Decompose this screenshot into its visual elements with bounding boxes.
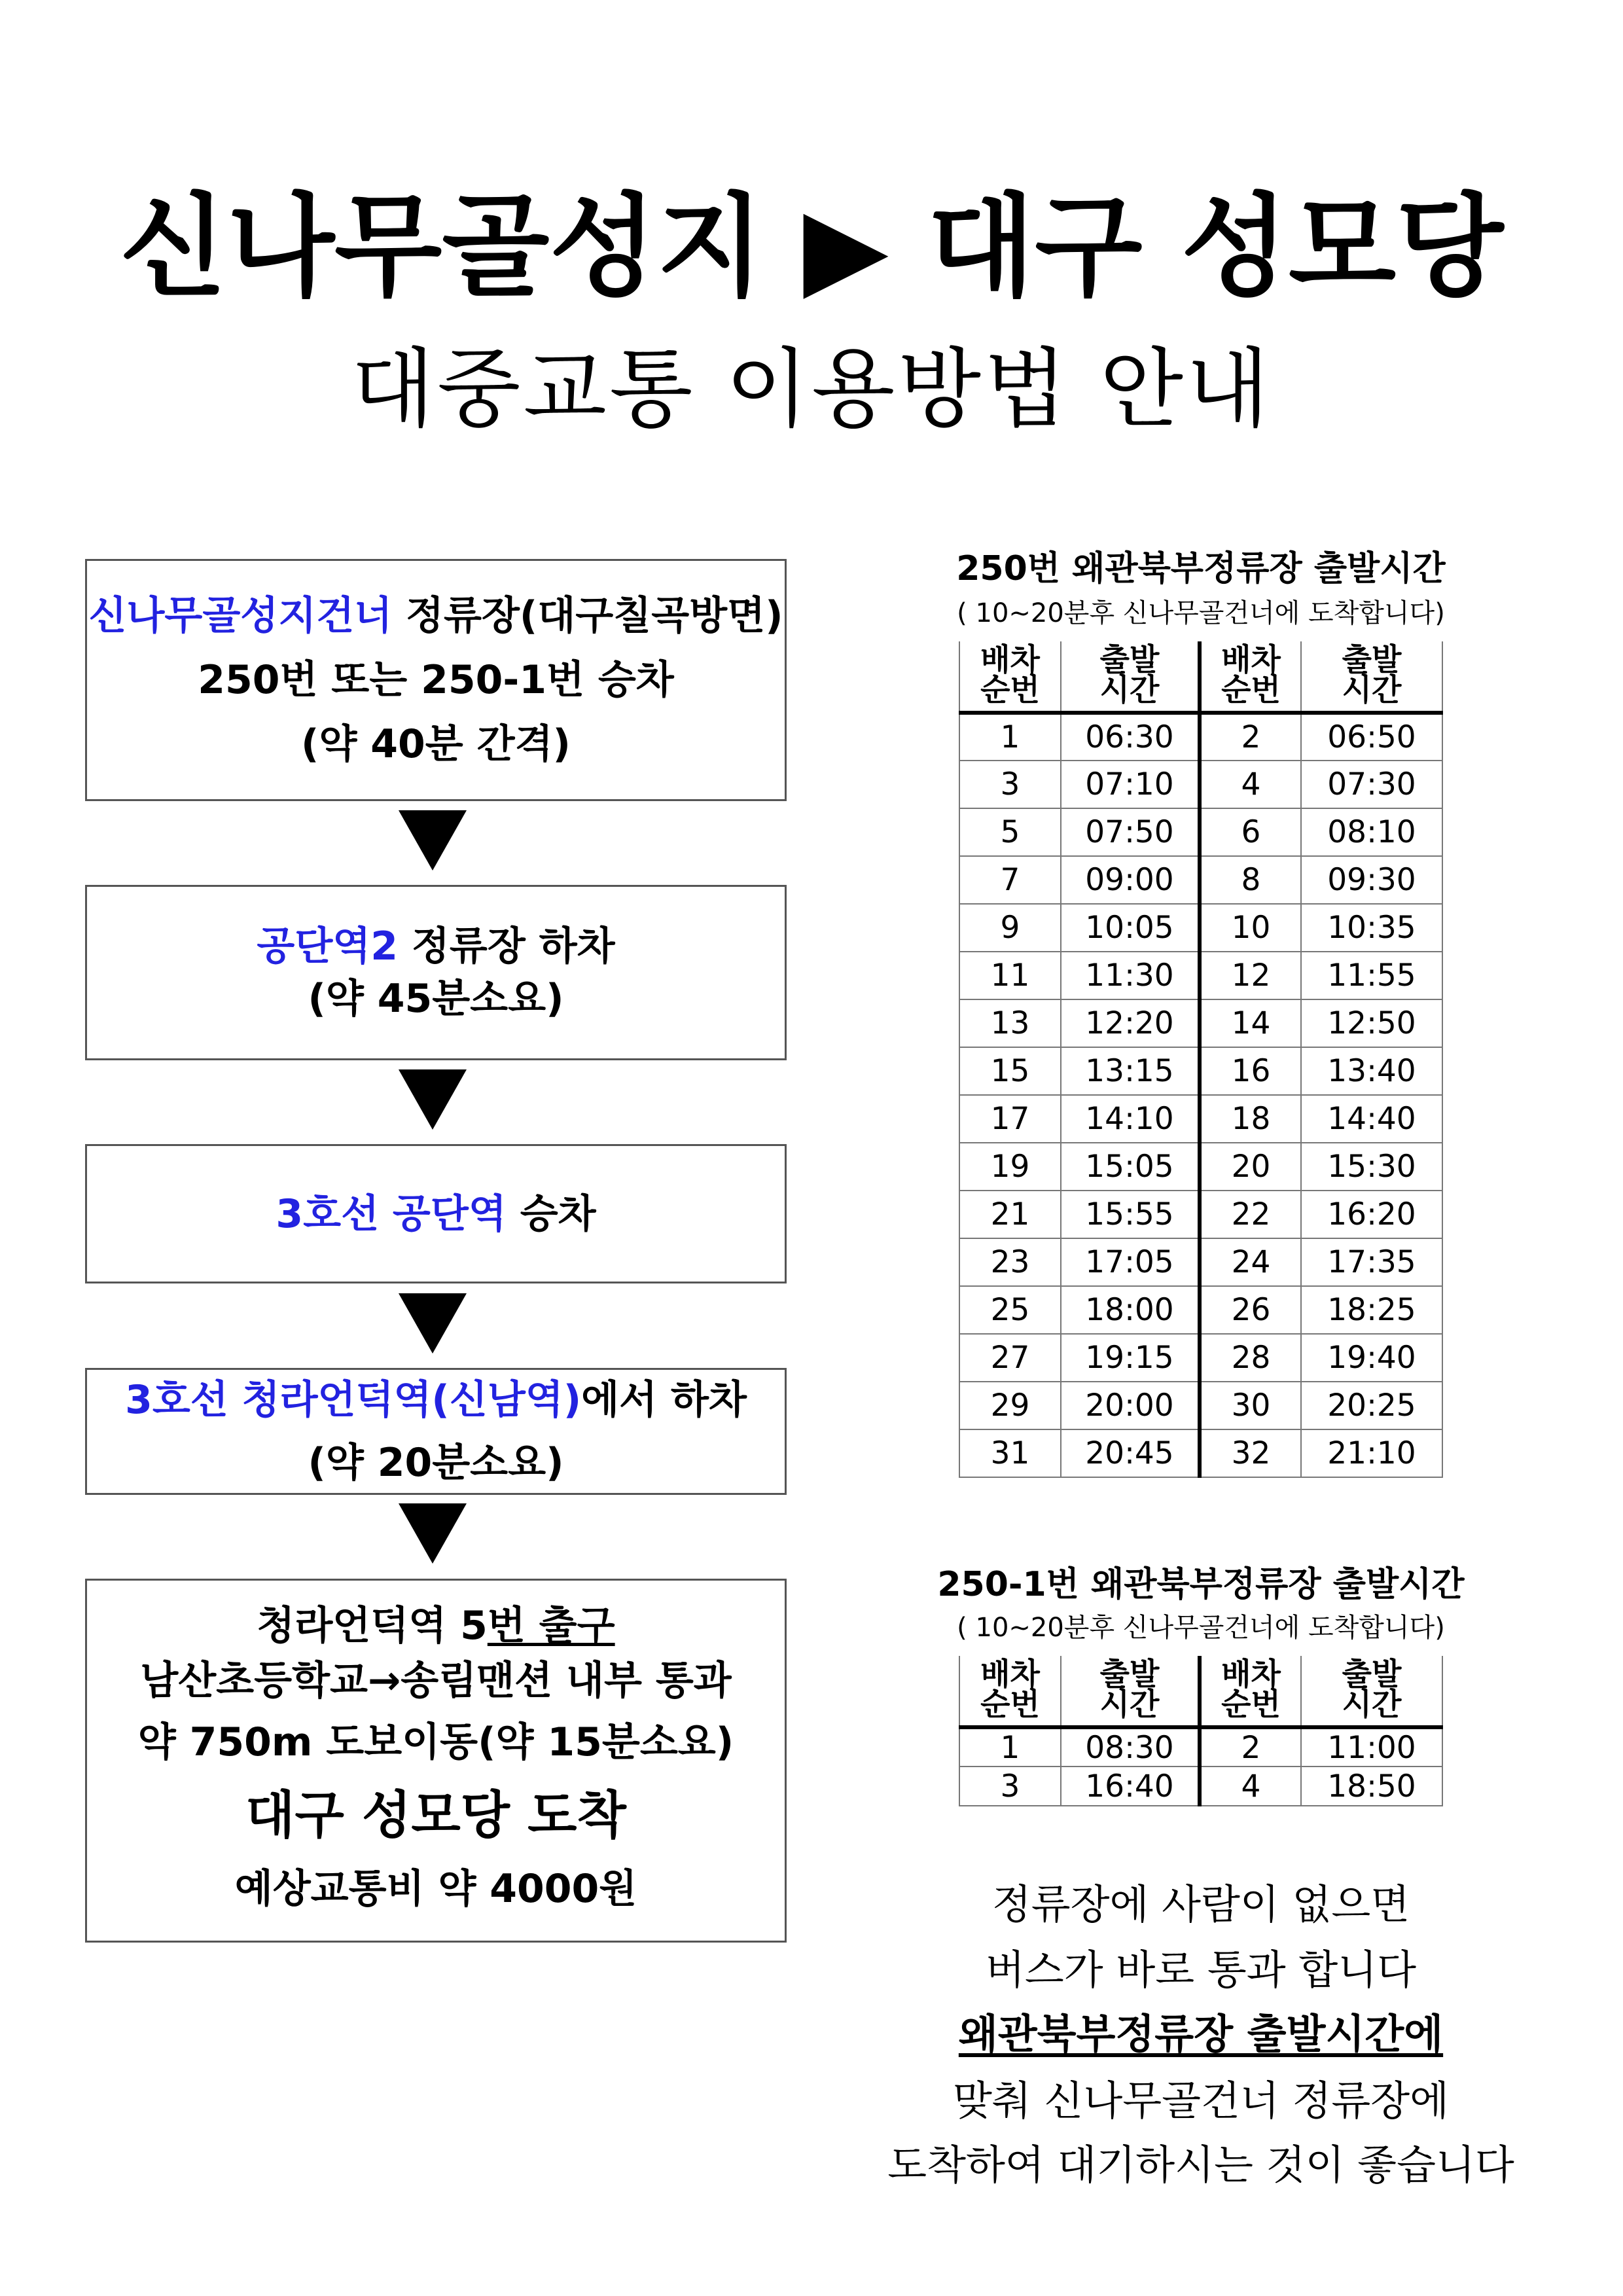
departure-time-cell: 20:25 xyxy=(1301,1382,1442,1429)
departure-time-cell: 06:50 xyxy=(1301,713,1442,761)
dispatch-order-cell: 5 xyxy=(959,808,1061,856)
dispatch-order-cell: 24 xyxy=(1200,1238,1301,1286)
timetable-row xyxy=(959,1095,1442,1143)
notice-line-5: 도착하여 대기하시는 것이 좋습니다 xyxy=(887,2141,1514,2189)
timetable-header-cell: 출발 시간 xyxy=(1061,641,1200,713)
down-arrow-icon xyxy=(399,1293,467,1354)
timetable-header-cell: 출발 시간 xyxy=(1061,1656,1200,1727)
step-3-line-1-text: 승차 xyxy=(506,1191,596,1237)
dispatch-order-cell: 12 xyxy=(1200,952,1301,999)
step-3-line-1 xyxy=(276,1182,596,1246)
notice-line-4: 맞춰 신나무골건너 정류장에 xyxy=(952,2077,1450,2125)
down-arrow-icon xyxy=(399,810,467,870)
timetable-row xyxy=(959,1429,1442,1477)
timetable-2501-title: 250-1번 왜관북부정류장 출발시간 xyxy=(937,1565,1465,1604)
departure-time-cell: 08:10 xyxy=(1301,808,1442,856)
timetable-250-note: ( 10~20분후 신나무골건너에 도착합니다) xyxy=(957,598,1445,628)
step-1-line-1-text: 정류장(대구칠곡방면) xyxy=(392,593,783,639)
departure-time-cell: 21:10 xyxy=(1301,1429,1442,1477)
departure-time-cell: 11:30 xyxy=(1061,952,1200,999)
timetable-row xyxy=(959,1286,1442,1334)
dispatch-order-cell: 32 xyxy=(1200,1429,1301,1477)
dispatch-order-cell: 16 xyxy=(1200,1047,1301,1095)
notice-line-3 xyxy=(844,2001,1558,2067)
step-2-stop-name: 공단역2 xyxy=(257,924,399,969)
step-2-line-2: (약 45분소요) xyxy=(308,976,564,1022)
departure-time-cell: 10:35 xyxy=(1301,904,1442,952)
timetable-row xyxy=(959,1047,1442,1095)
step-5-line-2: 남산초등학교→송림맨션 내부 통과 xyxy=(140,1658,732,1704)
timetable-row xyxy=(959,1238,1442,1286)
timetable-row xyxy=(959,952,1442,999)
dispatch-order-cell: 22 xyxy=(1200,1191,1301,1238)
departure-time-cell: 13:15 xyxy=(1061,1047,1200,1095)
dispatch-order-cell: 17 xyxy=(959,1095,1061,1143)
dispatch-order-cell: 13 xyxy=(959,999,1061,1047)
timetable-header-cell: 출발 시간 xyxy=(1301,1656,1442,1727)
timetable-250 xyxy=(959,641,1443,1478)
step-1-stop-name: 신나무골성지건너 xyxy=(88,593,393,639)
dispatch-order-cell: 7 xyxy=(959,856,1061,904)
dispatch-order-cell: 3 xyxy=(959,761,1061,808)
timetable-2501 xyxy=(959,1656,1443,1806)
dispatch-order-cell: 18 xyxy=(1200,1095,1301,1143)
dispatch-order-cell: 1 xyxy=(959,713,1061,761)
departure-time-cell: 10:05 xyxy=(1061,904,1200,952)
step-5-line-1 xyxy=(257,1598,615,1653)
departure-time-cell: 16:40 xyxy=(1061,1767,1200,1806)
dispatch-order-cell: 29 xyxy=(959,1382,1061,1429)
departure-time-cell: 09:30 xyxy=(1301,856,1442,904)
destination-label: 대구 성모당 도착 xyxy=(245,1786,626,1845)
step-1-line-1 xyxy=(88,584,783,648)
dispatch-order-cell: 30 xyxy=(1200,1382,1301,1429)
step-2-line-1 xyxy=(257,920,615,973)
dispatch-order-cell: 19 xyxy=(959,1143,1061,1191)
departure-time-cell: 08:30 xyxy=(1061,1727,1200,1767)
timetable-row xyxy=(959,999,1442,1047)
departure-time-cell: 12:50 xyxy=(1301,999,1442,1047)
dispatch-order-cell: 26 xyxy=(1200,1286,1301,1334)
timetable-row xyxy=(959,1382,1442,1429)
page-title: 신나무골성지 ▶ 대구 성모당 xyxy=(119,183,1504,312)
departure-time-cell: 06:30 xyxy=(1061,713,1200,761)
dispatch-order-cell: 23 xyxy=(959,1238,1061,1286)
timetable-header-cell: 배차 순번 xyxy=(959,641,1061,713)
dispatch-order-cell: 4 xyxy=(1200,1767,1301,1806)
dispatch-order-cell: 3 xyxy=(959,1767,1061,1806)
route-step-4 xyxy=(85,1368,787,1495)
departure-time-cell: 20:00 xyxy=(1061,1382,1200,1429)
dispatch-order-cell: 28 xyxy=(1200,1334,1301,1382)
step-4-line-1 xyxy=(125,1369,747,1431)
timetable-row xyxy=(959,1143,1442,1191)
departure-time-cell: 11:55 xyxy=(1301,952,1442,999)
timetable-row xyxy=(959,713,1442,761)
timetable-row xyxy=(959,856,1442,904)
dispatch-order-cell: 2 xyxy=(1200,1727,1301,1767)
timetable-250-title: 250번 왜관북부정류장 출발시간 xyxy=(956,549,1446,588)
dispatch-order-cell: 11 xyxy=(959,952,1061,999)
step-4-line-1-text: 에서 하차 xyxy=(581,1377,747,1423)
dispatch-order-cell: 6 xyxy=(1200,808,1301,856)
timetable-row xyxy=(959,808,1442,856)
dispatch-order-cell: 4 xyxy=(1200,761,1301,808)
departure-time-cell: 14:10 xyxy=(1061,1095,1200,1143)
dispatch-order-cell: 14 xyxy=(1200,999,1301,1047)
dispatch-order-cell: 10 xyxy=(1200,904,1301,952)
departure-time-cell: 07:10 xyxy=(1061,761,1200,808)
departure-time-cell: 14:40 xyxy=(1301,1095,1442,1143)
timetable-header-cell: 배차 순번 xyxy=(1200,1656,1301,1727)
departure-time-cell: 17:35 xyxy=(1301,1238,1442,1286)
departure-time-cell: 15:05 xyxy=(1061,1143,1200,1191)
timetable-row xyxy=(959,1191,1442,1238)
timetable-header-cell: 출발 시간 xyxy=(1301,641,1442,713)
step-5-line-3: 약 750m 도보이동(약 15분소요) xyxy=(137,1719,734,1765)
departure-time-cell: 18:50 xyxy=(1301,1767,1442,1806)
departure-time-cell: 18:00 xyxy=(1061,1286,1200,1334)
departure-time-cell: 07:30 xyxy=(1301,761,1442,808)
departure-time-cell: 13:40 xyxy=(1301,1047,1442,1095)
timetable-header-cell: 배차 순번 xyxy=(959,1656,1061,1727)
departure-time-cell: 07:50 xyxy=(1061,808,1200,856)
timetable-row xyxy=(959,1767,1442,1806)
dispatch-order-cell: 20 xyxy=(1200,1143,1301,1191)
timetable-row xyxy=(959,1334,1442,1382)
step-2-line-1-text: 정류장 하차 xyxy=(398,924,615,969)
down-arrow-icon xyxy=(399,1503,467,1564)
departure-time-cell: 16:20 xyxy=(1301,1191,1442,1238)
departure-time-cell: 15:30 xyxy=(1301,1143,1442,1191)
departure-time-cell: 20:45 xyxy=(1061,1429,1200,1477)
page-subtitle: 대중교통 이용방법 안내 xyxy=(351,339,1272,440)
down-arrow-icon xyxy=(399,1069,467,1130)
step-4-line-2: (약 20분소요) xyxy=(308,1440,564,1486)
dispatch-order-cell: 9 xyxy=(959,904,1061,952)
route-step-5 xyxy=(85,1579,787,1943)
dispatch-order-cell: 27 xyxy=(959,1334,1061,1382)
step-5-exit-prefix: 청라언덕역 5 xyxy=(257,1603,488,1649)
timetable-header-cell: 배차 순번 xyxy=(1200,641,1301,713)
notice-line-1: 정류장에 사람이 없으면 xyxy=(991,1880,1410,1928)
departure-time-cell: 18:25 xyxy=(1301,1286,1442,1334)
step-3-station-name: 3호선 공단역 xyxy=(276,1191,507,1237)
route-step-1 xyxy=(85,559,787,801)
route-step-3 xyxy=(85,1144,787,1283)
dispatch-order-cell: 25 xyxy=(959,1286,1061,1334)
departure-time-cell: 09:00 xyxy=(1061,856,1200,904)
step-5-exit-label: 번 출구 xyxy=(487,1603,615,1649)
departure-time-cell: 15:55 xyxy=(1061,1191,1200,1238)
dispatch-order-cell: 15 xyxy=(959,1047,1061,1095)
notice-emphasis: 왜관북부정류장 출발시간에 xyxy=(958,2010,1444,2058)
fare-estimate: 예상교통비 약 4000원 xyxy=(234,1866,637,1912)
route-step-2 xyxy=(85,885,787,1060)
step-1-line-3: (약 40분 간격) xyxy=(301,721,571,767)
departure-time-cell: 19:15 xyxy=(1061,1334,1200,1382)
departure-time-cell: 17:05 xyxy=(1061,1238,1200,1286)
notice-line-2: 버스가 바로 통과 합니다 xyxy=(985,1946,1417,1994)
dispatch-order-cell: 8 xyxy=(1200,856,1301,904)
dispatch-order-cell: 31 xyxy=(959,1429,1061,1477)
timetable-row xyxy=(959,1727,1442,1767)
departure-time-cell: 11:00 xyxy=(1301,1727,1442,1767)
dispatch-order-cell: 1 xyxy=(959,1727,1061,1767)
departure-time-cell: 19:40 xyxy=(1301,1334,1442,1382)
step-1-line-2: 250번 또는 250-1번 승차 xyxy=(198,657,674,703)
timetable-row xyxy=(959,761,1442,808)
timetable-2501-note: ( 10~20분후 신나무골건너에 도착합니다) xyxy=(957,1613,1445,1643)
dispatch-order-cell: 21 xyxy=(959,1191,1061,1238)
step-4-station-name: 3호선 청라언덕역(신남역) xyxy=(125,1377,582,1423)
departure-time-cell: 12:20 xyxy=(1061,999,1200,1047)
timetable-row xyxy=(959,904,1442,952)
dispatch-order-cell: 2 xyxy=(1200,713,1301,761)
